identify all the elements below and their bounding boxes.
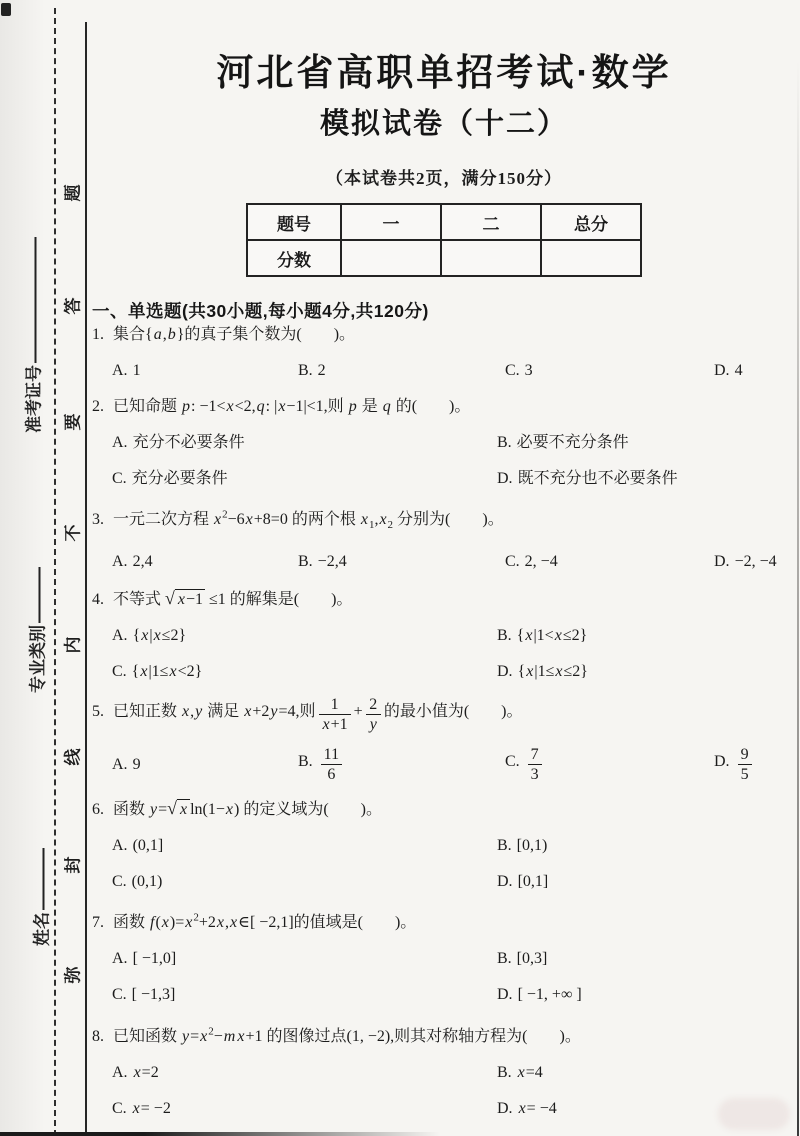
margin-label-exam-number: [20, 237, 45, 433]
seal-char: 线: [63, 748, 83, 766]
margin-label-name: [28, 848, 53, 946]
question-6-stem: 6. 函数 y=√ x ln(1−x) 的定义域为( )。: [92, 796, 796, 822]
option-2A: A. 充分不必要条件: [112, 434, 245, 451]
option-8C: C. x= −2: [112, 1099, 171, 1117]
option-2B: B. 必要不充分条件: [497, 434, 629, 451]
question-4-options: [112, 624, 796, 684]
major-category-blank-line: [37, 567, 41, 623]
question-2-options: [112, 431, 796, 491]
name-label: 姓名: [32, 912, 52, 946]
question-8-options: [112, 1061, 796, 1121]
option-5B: B. $\frac{11}{6}$: [298, 746, 505, 784]
scan-corner-mark: [1, 3, 11, 16]
option-3D: D. −2, −4: [714, 552, 777, 570]
option-2D: D. 既不充分也不必要条件: [497, 470, 678, 487]
question-5-stem: 5. 已知正数 x,y 满足 x+2y=4,则 $\frac{1}{x+1}$ + $\frac{2}{y}$ 的最小值为( )。: [92, 695, 523, 734]
score-table-cell: 分数: [247, 240, 341, 276]
score-table-row: [247, 240, 641, 276]
option-6A: A. (0,1]: [112, 836, 164, 854]
question-number: 2.: [92, 398, 104, 415]
option-4D: D. {x|1≤x≤2}: [497, 662, 588, 680]
score-table-cell: 一: [341, 204, 441, 240]
score-table-cell: [341, 240, 441, 276]
option-8A: A. x=2: [112, 1063, 159, 1081]
option-3A: A. 2,4: [112, 552, 153, 570]
question-3-stem: 3. 一元二次方程 $x^2-6x+8=0$ 的两个根 $x_1,x_2$ 分别为( )。: [92, 509, 504, 532]
paper-content: [92, 0, 796, 1133]
question-number: 4.: [92, 590, 104, 608]
question-5-options: [112, 746, 796, 784]
section-heading: 一、单选题(共30小题,每小题4分,共120分): [92, 301, 429, 321]
seal-char: 内: [63, 636, 83, 654]
option-1A: A. 1: [112, 362, 141, 379]
question-5: [92, 696, 796, 784]
question-list: [92, 323, 796, 1121]
option-8D: D. x= −4: [497, 1099, 557, 1117]
question-1-options: [112, 359, 796, 383]
question-number: 3.: [92, 511, 104, 529]
name-blank-line: [41, 848, 45, 910]
option-1C: C. 3: [505, 362, 533, 379]
exam-subtitle: 模拟试卷（十二）: [319, 108, 568, 140]
score-table-cell: [441, 240, 541, 276]
exam-number-label: 准考证号: [24, 365, 44, 433]
score-table-cell: [541, 240, 641, 276]
seal-solid-line: [85, 22, 87, 1136]
option-6D: D. [0,1]: [497, 872, 549, 890]
question-1: [92, 323, 796, 383]
score-table-row: [247, 204, 641, 240]
option-6B: B. [0,1): [497, 836, 548, 854]
score-table-cell: 总分: [541, 204, 641, 240]
question-number: 7.: [92, 914, 104, 932]
option-3B: B. −2,4: [298, 552, 347, 570]
option-7C: C. [ −1,3]: [112, 986, 176, 1004]
question-3-options: [112, 550, 796, 574]
question-4: [92, 586, 796, 684]
question-7-options: [112, 947, 796, 1007]
question-number: 1.: [92, 326, 104, 343]
scan-right-edge: [797, 60, 799, 1136]
option-1D: D. 4: [714, 362, 743, 379]
question-3: [92, 503, 796, 574]
seal-char: 题: [63, 184, 83, 202]
margin-label-major-category: [24, 567, 49, 693]
option-4C: C. {x|1≤x<2}: [112, 662, 203, 680]
question-4-stem: 4. 不等式 √ x−1 ≤1 的解集是( )。: [92, 586, 796, 612]
question-7-stem: 7. 函数 $f(x)=x^2+2x,x\in[ -2,1]$的值域是( )。: [92, 906, 796, 935]
major-category-label: 专业类别: [28, 625, 48, 693]
seal-char: 答: [63, 297, 83, 315]
score-table-cell: 题号: [247, 204, 341, 240]
exam-number-blank-line: [33, 237, 37, 363]
seal-dashed-line: [54, 8, 56, 1136]
question-8-stem: 8. 已知函数 $y=x^2-m$ x+1 的图像过点(1, −2),则其对称轴方程为( )。: [92, 1019, 796, 1048]
seal-char: 封: [63, 856, 83, 874]
seal-char: 弥: [63, 966, 83, 984]
question-6: [92, 796, 796, 894]
option-7A: A. [ −1,0]: [112, 950, 177, 968]
option-1B: B. 2: [298, 362, 326, 379]
question-2: [92, 395, 796, 491]
option-3C: C. 2, −4: [505, 552, 558, 570]
question-8: [92, 1019, 796, 1120]
option-7D: D. [ −1, +∞ ]: [497, 986, 582, 1004]
question-7: [92, 906, 796, 1007]
question-6-options: [112, 834, 796, 894]
option-5C: C. $\frac{7}{3}$: [505, 746, 714, 784]
option-4B: B. {x|1<x≤2}: [497, 626, 588, 644]
option-6C: C. (0,1): [112, 872, 163, 890]
question-number: 5.: [92, 702, 104, 720]
option-5D: D. $\frac{9}{5}$: [714, 746, 796, 784]
scan-bottom-edge: [0, 1132, 800, 1136]
question-2-stem: 2. 已知命题 p: −1<x<2,q: |x−1|<1,则 p 是 q 的( )。: [92, 395, 796, 419]
question-number: 6.: [92, 800, 104, 818]
option-7B: B. [0,3]: [497, 950, 548, 968]
exam-info-line: （本试卷共2页，满分150分）: [326, 169, 562, 188]
question-number: 8.: [92, 1027, 104, 1045]
seal-char: 要: [63, 413, 83, 431]
option-4A: A. {x|x≤2}: [112, 626, 187, 644]
option-5A: A. 9: [112, 755, 141, 773]
question-1-stem: 1. 集合{a,b}的真子集个数为( )。: [92, 323, 796, 347]
score-table: [246, 203, 642, 277]
score-table-cell: 二: [441, 204, 541, 240]
exam-title: 河北省高职单招考试·数学: [216, 52, 672, 93]
option-2C: C. 充分必要条件: [112, 470, 228, 487]
option-8B: B. x=4: [497, 1063, 543, 1081]
seal-char: 不: [63, 524, 83, 542]
